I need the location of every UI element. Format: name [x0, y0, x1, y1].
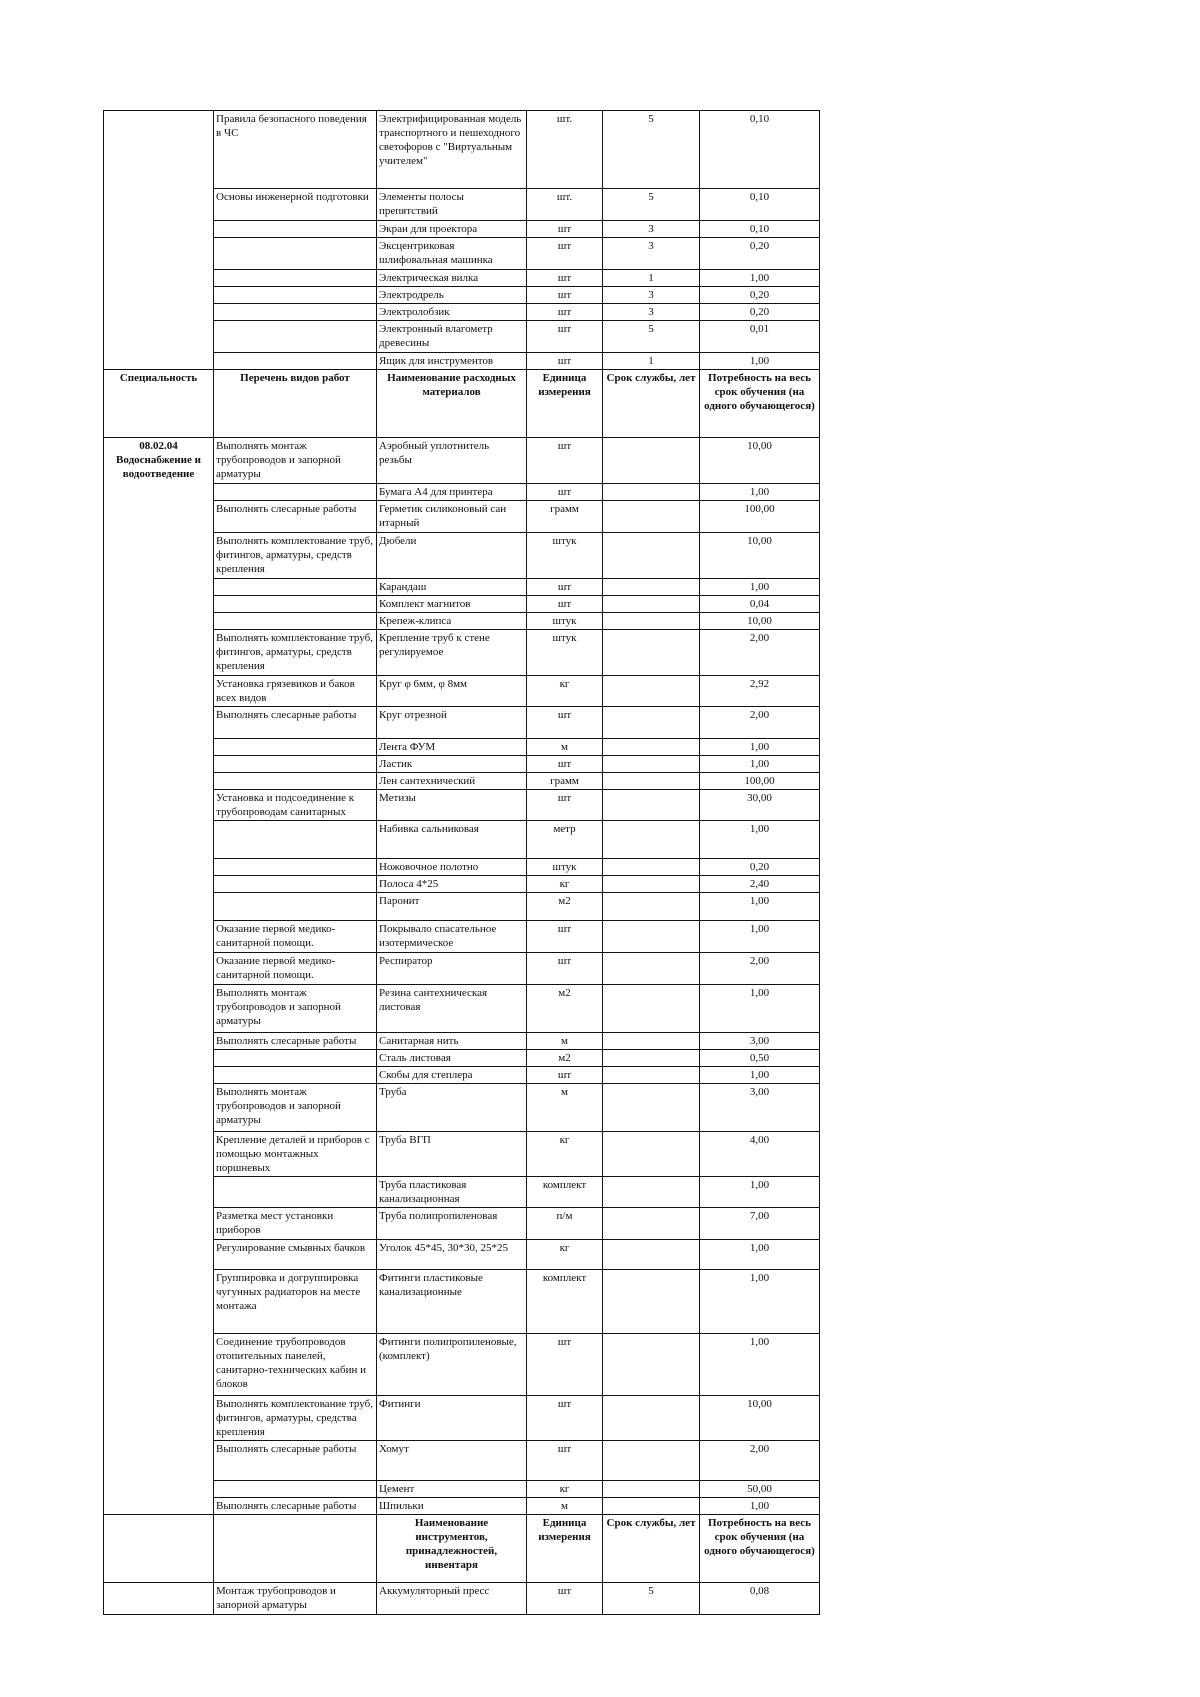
item-name-cell: Комплект магнитов: [377, 596, 527, 613]
specialty-cell: [104, 111, 214, 370]
work-type-cell: Группировка и догруппировка чугунных радиаторов на месте монтажа: [214, 1270, 377, 1334]
service-life-cell: 3: [603, 221, 700, 238]
work-type-cell: [214, 773, 377, 790]
unit-cell: п/м: [527, 1208, 603, 1240]
item-name-cell: Круг отрезной: [377, 707, 527, 739]
need-cell: 1,00: [700, 1270, 820, 1334]
specialty-header: [104, 1515, 214, 1583]
work-type-cell: [214, 613, 377, 630]
item-name-cell: Ножовочное полотно: [377, 859, 527, 876]
unit-cell: шт: [527, 756, 603, 773]
work-type-cell: [214, 321, 377, 353]
service-life-cell: [603, 501, 700, 533]
need-cell: 1,00: [700, 353, 820, 370]
table-row: [104, 1583, 820, 1615]
item-name-cell: Электролобзик: [377, 304, 527, 321]
need-cell: 1,00: [700, 1067, 820, 1084]
unit-cell: кг: [527, 1132, 603, 1177]
service-life-cell: [603, 1441, 700, 1481]
item-name-cell: Круг φ 6мм, φ 8мм: [377, 676, 527, 707]
work-type-cell: Оказание первой медико-санитарной помощи.: [214, 921, 377, 953]
service-life-cell: [603, 1050, 700, 1067]
unit-cell: кг: [527, 1240, 603, 1270]
unit-cell: грамм: [527, 773, 603, 790]
unit-cell: комплект: [527, 1270, 603, 1334]
item-name-cell: Цемент: [377, 1481, 527, 1498]
unit-cell: м: [527, 739, 603, 756]
specialty-cell: [104, 1583, 214, 1615]
service-life-cell: [603, 790, 700, 821]
service-life-cell: [603, 1498, 700, 1515]
work-type-cell: Выполнять слесарные работы: [214, 707, 377, 739]
unit-cell: шт: [527, 353, 603, 370]
need-cell: 10,00: [700, 1396, 820, 1441]
unit-cell: шт: [527, 1396, 603, 1441]
item-name-cell: Санитарная нить: [377, 1033, 527, 1050]
need-cell: 0,01: [700, 321, 820, 353]
work-type-cell: [214, 484, 377, 501]
unit-cell: кг: [527, 876, 603, 893]
item-name-header: Наименование расходных материалов: [377, 370, 527, 438]
service-life-cell: [603, 1481, 700, 1498]
need-cell: 2,92: [700, 676, 820, 707]
service-life-cell: [603, 773, 700, 790]
item-name-cell: Набивка сальниковая: [377, 821, 527, 859]
work-type-cell: [214, 579, 377, 596]
need-cell: 1,00: [700, 1177, 820, 1208]
work-type-cell: Разметка мест установки приборов: [214, 1208, 377, 1240]
service-life-cell: [603, 821, 700, 859]
need-cell: 100,00: [700, 501, 820, 533]
specialty-code: 08.02.04: [139, 440, 178, 452]
item-name-cell: Резина сантехническая листовая: [377, 985, 527, 1033]
need-cell: 0,04: [700, 596, 820, 613]
work-type-cell: Выполнять монтаж трубопроводов и запорной арматуры: [214, 1084, 377, 1132]
work-type-cell: Выполнять комплектование труб, фитингов, арматуры, средств крепления: [214, 533, 377, 579]
service-life-header: Срок службы, лет: [603, 1515, 700, 1583]
unit-cell: комплект: [527, 1177, 603, 1208]
item-name-cell: Бумага А4 для принтера: [377, 484, 527, 501]
equipment-table: [103, 110, 820, 1615]
item-name-cell: Крепеж-клипса: [377, 613, 527, 630]
service-life-cell: [603, 1084, 700, 1132]
item-name-cell: Аккумуляторный пресс: [377, 1583, 527, 1615]
service-life-cell: [603, 707, 700, 739]
service-life-cell: [603, 1067, 700, 1084]
unit-cell: шт: [527, 1441, 603, 1481]
need-header: Потребность на весь срок обучения (на одного обучающегося): [700, 1515, 820, 1583]
service-life-cell: [603, 859, 700, 876]
item-name-cell: Элементы полосы препятствий: [377, 189, 527, 221]
table-header-row: [104, 370, 820, 438]
service-life-cell: [603, 676, 700, 707]
need-cell: 2,00: [700, 630, 820, 676]
need-header: Потребность на весь срок обучения (на одного обучающегося): [700, 370, 820, 438]
work-type-cell: [214, 1067, 377, 1084]
item-name-cell: Паронит: [377, 893, 527, 921]
unit-cell: м2: [527, 985, 603, 1033]
service-life-cell: [603, 953, 700, 985]
work-type-cell: [214, 353, 377, 370]
work-type-cell: Соединение трубопроводов отопительных панелей, санитарно-технических кабин и блоков: [214, 1334, 377, 1396]
service-life-cell: [603, 484, 700, 501]
need-cell: 0,20: [700, 859, 820, 876]
service-life-cell: [603, 1177, 700, 1208]
service-life-cell: [603, 438, 700, 484]
work-type-cell: Выполнять монтаж трубопроводов и запорной арматуры: [214, 985, 377, 1033]
unit-cell: шт: [527, 579, 603, 596]
unit-cell: кг: [527, 676, 603, 707]
service-life-cell: [603, 739, 700, 756]
item-name-cell: Электрическая вилка: [377, 270, 527, 287]
work-type-cell: [214, 859, 377, 876]
item-name-cell: Сталь листовая: [377, 1050, 527, 1067]
unit-cell: м: [527, 1498, 603, 1515]
service-life-cell: [603, 1033, 700, 1050]
item-name-cell: Лен сантехнический: [377, 773, 527, 790]
service-life-cell: [603, 985, 700, 1033]
need-cell: 10,00: [700, 613, 820, 630]
need-cell: 10,00: [700, 438, 820, 484]
work-type-cell: Установка грязевиков и баков всех видов: [214, 676, 377, 707]
unit-cell: шт: [527, 304, 603, 321]
item-name-cell: Респиратор: [377, 953, 527, 985]
unit-cell: штук: [527, 533, 603, 579]
unit-cell: грамм: [527, 501, 603, 533]
unit-cell: кг: [527, 1481, 603, 1498]
service-life-cell: [603, 613, 700, 630]
need-cell: 3,00: [700, 1084, 820, 1132]
need-cell: 0,10: [700, 221, 820, 238]
item-name-cell: Крепление труб к стене регулируемое: [377, 630, 527, 676]
service-life-cell: [603, 1334, 700, 1396]
need-cell: 100,00: [700, 773, 820, 790]
item-name-cell: Уголок 45*45, 30*30, 25*25: [377, 1240, 527, 1270]
item-name-cell: Электронный влагометр древесины: [377, 321, 527, 353]
unit-cell: шт: [527, 790, 603, 821]
service-life-cell: [603, 1240, 700, 1270]
item-name-cell: Аэробный уплотнитель резьбы: [377, 438, 527, 484]
work-type-cell: Правила безопасного поведения в ЧС: [214, 111, 377, 189]
work-type-cell: Установка и подсоединение к трубопроводам санитарных: [214, 790, 377, 821]
work-type-cell: Выполнять монтаж трубопроводов и запорной арматуры: [214, 438, 377, 484]
need-cell: 1,00: [700, 739, 820, 756]
service-life-cell: [603, 533, 700, 579]
work-type-cell: Регулирование смывных бачков: [214, 1240, 377, 1270]
item-name-cell: Скобы для степлера: [377, 1067, 527, 1084]
item-name-cell: Герметик силиконовый сан итарный: [377, 501, 527, 533]
work-type-cell: [214, 876, 377, 893]
need-cell: 2,00: [700, 953, 820, 985]
unit-header: Единица измерения: [527, 370, 603, 438]
specialty-header: Специальность: [104, 370, 214, 438]
item-name-cell: Электрифицированная модель транспортного и пешеходного светофоров с "Виртуальным учителем": [377, 111, 527, 189]
service-life-cell: 5: [603, 111, 700, 189]
need-cell: 0,08: [700, 1583, 820, 1615]
item-name-cell: Эксцентриковая шлифовальная машинка: [377, 238, 527, 270]
item-name-cell: Фитинги пластиковые канализационные: [377, 1270, 527, 1334]
work-type-cell: Оказание первой медико-санитарной помощи.: [214, 953, 377, 985]
unit-cell: м2: [527, 893, 603, 921]
need-cell: 0,10: [700, 111, 820, 189]
item-name-cell: Дюбели: [377, 533, 527, 579]
service-life-cell: 1: [603, 353, 700, 370]
unit-cell: шт: [527, 1334, 603, 1396]
need-cell: 0,20: [700, 238, 820, 270]
service-life-cell: [603, 630, 700, 676]
service-life-cell: [603, 876, 700, 893]
service-life-cell: 3: [603, 287, 700, 304]
service-life-cell: 5: [603, 321, 700, 353]
item-name-cell: Экран для проектора: [377, 221, 527, 238]
unit-cell: шт: [527, 238, 603, 270]
need-cell: 1,00: [700, 756, 820, 773]
work-type-cell: Выполнять слесарные работы: [214, 1441, 377, 1481]
work-type-cell: Выполнять слесарные работы: [214, 1033, 377, 1050]
need-cell: 1,00: [700, 893, 820, 921]
work-type-cell: [214, 893, 377, 921]
need-cell: 2,40: [700, 876, 820, 893]
work-type-cell: [214, 1177, 377, 1208]
service-life-cell: [603, 1270, 700, 1334]
item-name-cell: Полоса 4*25: [377, 876, 527, 893]
table-row: [104, 438, 820, 484]
unit-header: Единица измерения: [527, 1515, 603, 1583]
service-life-cell: [603, 1396, 700, 1441]
need-cell: 0,10: [700, 189, 820, 221]
work-type-header: Перечень видов работ: [214, 370, 377, 438]
unit-cell: шт: [527, 287, 603, 304]
need-cell: 4,00: [700, 1132, 820, 1177]
unit-cell: шт: [527, 596, 603, 613]
unit-cell: шт: [527, 438, 603, 484]
item-name-cell: Карандаш: [377, 579, 527, 596]
unit-cell: шт: [527, 707, 603, 739]
work-type-cell: [214, 821, 377, 859]
item-name-cell: Труба: [377, 1084, 527, 1132]
unit-cell: шт: [527, 921, 603, 953]
service-life-header: Срок службы, лет: [603, 370, 700, 438]
service-life-cell: 3: [603, 304, 700, 321]
item-name-cell: Шпильки: [377, 1498, 527, 1515]
document-page: [103, 110, 820, 1615]
work-type-cell: [214, 238, 377, 270]
work-type-cell: [214, 221, 377, 238]
unit-cell: шт: [527, 270, 603, 287]
item-name-cell: Хомут: [377, 1441, 527, 1481]
service-life-cell: [603, 579, 700, 596]
need-cell: 50,00: [700, 1481, 820, 1498]
item-name-cell: Метизы: [377, 790, 527, 821]
unit-cell: м: [527, 1084, 603, 1132]
item-name-cell: Фитинги полипропиленовые, (комплект): [377, 1334, 527, 1396]
item-name-cell: Труба пластиковая канализационная: [377, 1177, 527, 1208]
table-row: [104, 111, 820, 189]
unit-cell: штук: [527, 859, 603, 876]
service-life-cell: 5: [603, 189, 700, 221]
specialty-cell: [104, 438, 214, 1515]
unit-cell: шт: [527, 1583, 603, 1615]
unit-cell: шт: [527, 321, 603, 353]
unit-cell: шт: [527, 484, 603, 501]
work-type-cell: Основы инженерной подготовки: [214, 189, 377, 221]
service-life-cell: [603, 756, 700, 773]
item-name-cell: Покрывало спасательное изотермическое: [377, 921, 527, 953]
unit-cell: шт.: [527, 189, 603, 221]
need-cell: 3,00: [700, 1033, 820, 1050]
need-cell: 1,00: [700, 1498, 820, 1515]
work-type-cell: [214, 1050, 377, 1067]
need-cell: 30,00: [700, 790, 820, 821]
item-name-cell: Труба полипропиленовая: [377, 1208, 527, 1240]
unit-cell: метр: [527, 821, 603, 859]
work-type-cell: [214, 287, 377, 304]
service-life-cell: [603, 1208, 700, 1240]
work-type-cell: Монтаж трубопроводов и запорной арматуры: [214, 1583, 377, 1615]
item-name-cell: Труба ВГП: [377, 1132, 527, 1177]
unit-cell: шт.: [527, 111, 603, 189]
work-type-cell: Выполнять комплектование труб, фитингов, арматуры, средства крепления: [214, 1396, 377, 1441]
work-type-cell: [214, 270, 377, 287]
need-cell: 1,00: [700, 484, 820, 501]
specialty-name: Водоснабжение и водоотведение: [116, 454, 201, 480]
work-type-cell: Крепление деталей и приборов с помощью монтажных поршневых: [214, 1132, 377, 1177]
unit-cell: шт: [527, 221, 603, 238]
need-cell: 1,00: [700, 821, 820, 859]
unit-cell: м2: [527, 1050, 603, 1067]
item-name-cell: Фитинги: [377, 1396, 527, 1441]
need-cell: 7,00: [700, 1208, 820, 1240]
unit-cell: шт: [527, 1067, 603, 1084]
item-name-cell: Лента ФУМ: [377, 739, 527, 756]
need-cell: 1,00: [700, 579, 820, 596]
unit-cell: штук: [527, 613, 603, 630]
item-name-cell: Электродрель: [377, 287, 527, 304]
service-life-cell: [603, 893, 700, 921]
unit-cell: м: [527, 1033, 603, 1050]
work-type-cell: [214, 304, 377, 321]
need-cell: 0,50: [700, 1050, 820, 1067]
item-name-cell: Ящик для инструментов: [377, 353, 527, 370]
service-life-cell: 1: [603, 270, 700, 287]
unit-cell: шт: [527, 953, 603, 985]
work-type-cell: [214, 739, 377, 756]
need-cell: 0,20: [700, 287, 820, 304]
service-life-cell: [603, 1132, 700, 1177]
item-name-header: Наименование инструментов, принадлежностей, инвентаря: [377, 1515, 527, 1583]
work-type-cell: [214, 596, 377, 613]
unit-cell: штук: [527, 630, 603, 676]
need-cell: 2,00: [700, 1441, 820, 1481]
work-type-cell: [214, 756, 377, 773]
service-life-cell: 3: [603, 238, 700, 270]
need-cell: 2,00: [700, 707, 820, 739]
table-header-row: [104, 1515, 820, 1583]
item-name-cell: Ластик: [377, 756, 527, 773]
service-life-cell: [603, 596, 700, 613]
need-cell: 0,20: [700, 304, 820, 321]
service-life-cell: 5: [603, 1583, 700, 1615]
need-cell: 1,00: [700, 985, 820, 1033]
work-type-cell: Выполнять слесарные работы: [214, 1498, 377, 1515]
need-cell: 1,00: [700, 270, 820, 287]
need-cell: 1,00: [700, 921, 820, 953]
need-cell: 1,00: [700, 1240, 820, 1270]
need-cell: 1,00: [700, 1334, 820, 1396]
service-life-cell: [603, 921, 700, 953]
work-type-cell: [214, 1481, 377, 1498]
work-type-header: [214, 1515, 377, 1583]
need-cell: 10,00: [700, 533, 820, 579]
work-type-cell: Выполнять комплектование труб, фитингов, арматуры, средств крепления: [214, 630, 377, 676]
work-type-cell: Выполнять слесарные работы: [214, 501, 377, 533]
